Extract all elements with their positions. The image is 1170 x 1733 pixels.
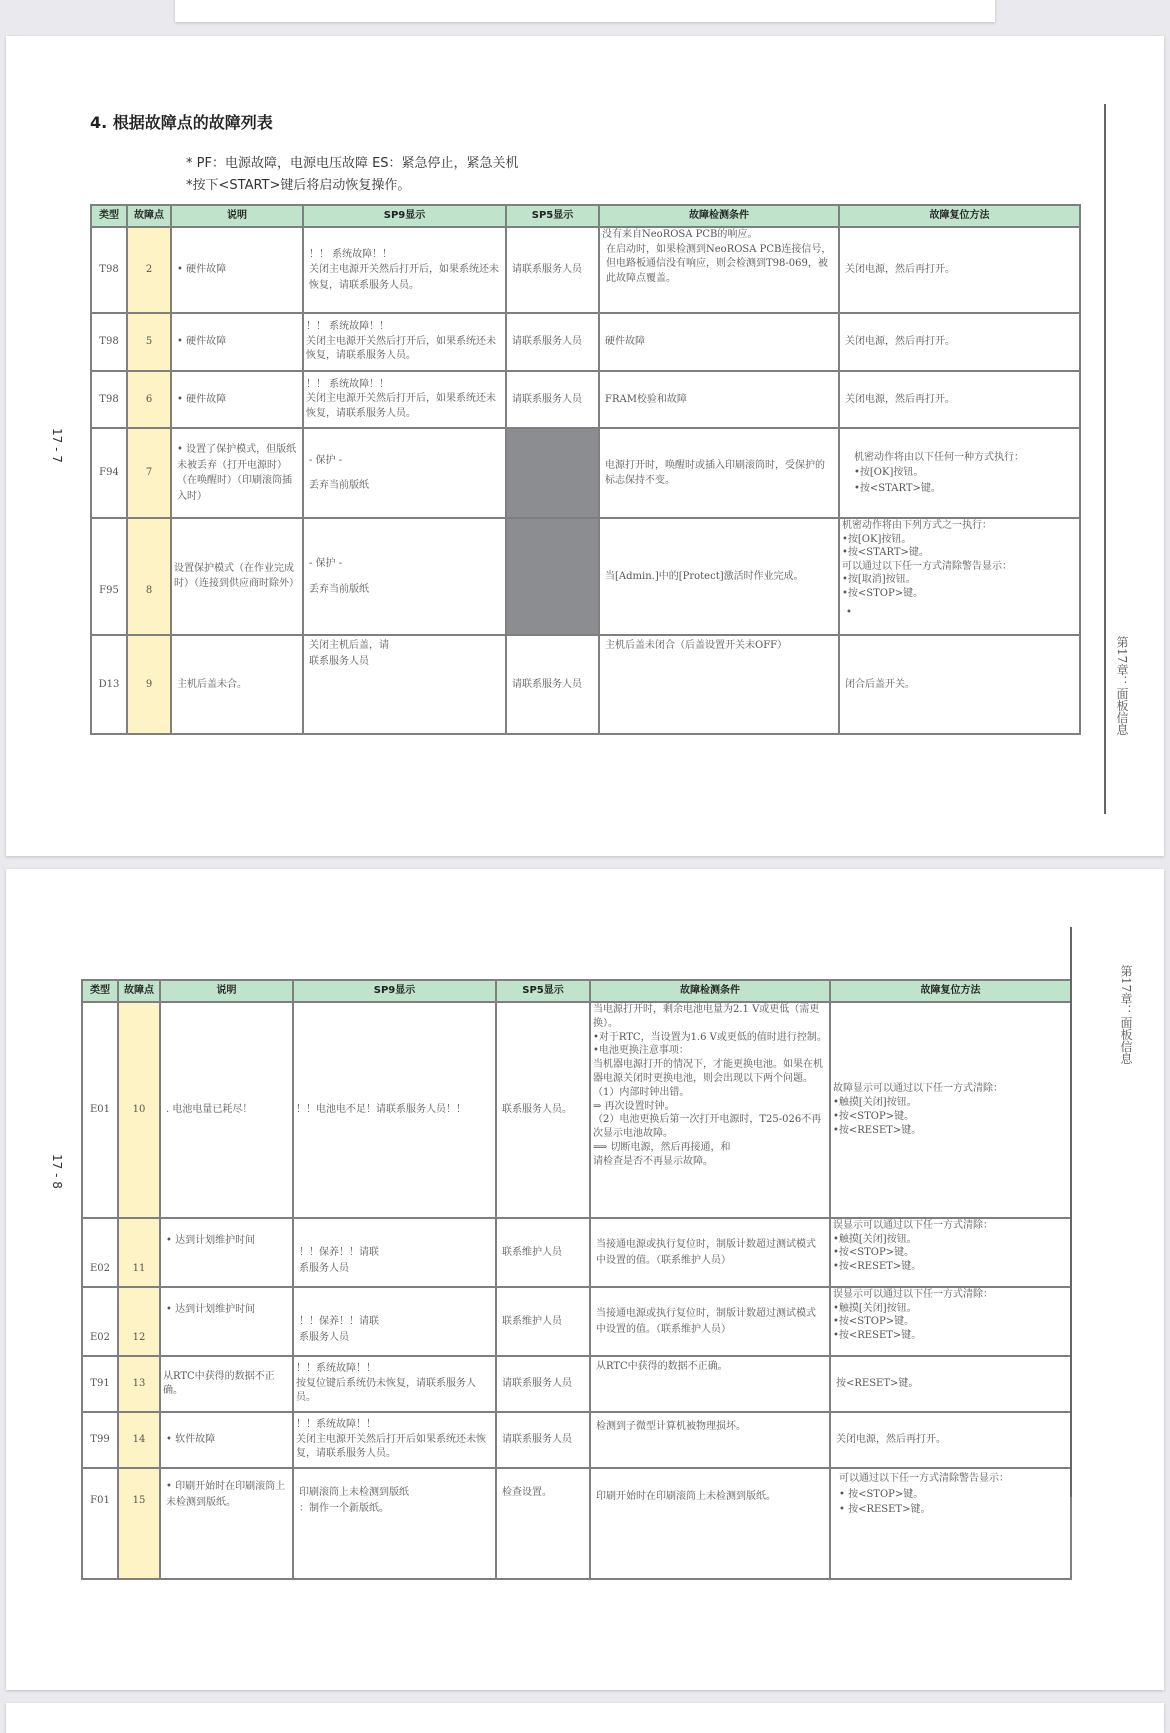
cell-type: T99 — [82, 1412, 118, 1468]
margin-rule — [1070, 927, 1072, 1497]
header-sp5-display: SP5显示 — [496, 980, 590, 1002]
cell-reset: 按<RESET>键。 — [830, 1356, 1071, 1412]
fault-table-page2 — [81, 979, 1072, 1580]
cell-type: T91 — [82, 1356, 118, 1412]
cell-sp5: 联系维护人员 — [496, 1218, 590, 1287]
fault-table-page1 — [90, 204, 1081, 735]
table-row — [82, 1287, 1071, 1356]
cell-condition: 从RTC中获得的数据不正确。 — [590, 1356, 830, 1412]
header-detection-condition: 故障检测条件 — [599, 205, 839, 227]
cell-condition: 当接通电源或执行复位时，制版计数超过测试模式中设置的值。（联系维护人员） — [590, 1218, 830, 1287]
cell-type: T98 — [91, 313, 127, 371]
previous-page-edge — [175, 0, 995, 22]
cell-reset: 可以通过以下任一方式清除警告显示： • 按<STOP>键。 • 按<RESET>键。 — [830, 1468, 1071, 1579]
header-fault-point: 故障点 — [118, 980, 160, 1002]
note-pf-es: * PF：电源故障，电源电压故障 ES：紧急停止，紧急关机 — [186, 156, 519, 171]
cell-type: T98 — [91, 227, 127, 313]
cell-fault-point: 12 — [118, 1287, 160, 1356]
page-number: 17 - 7 — [50, 428, 64, 463]
cell-sp5: 联系服务人员。 — [496, 1002, 590, 1218]
chapter-label: 第17章：面板信息 — [1119, 965, 1133, 1065]
cell-fault-point: 13 — [118, 1356, 160, 1412]
cell-sp9: ！！电池电不足！请联系服务人员！！ — [293, 1002, 496, 1218]
cell-reset: 误显示可以通过以下任一方式清除： •触摸[关闭]按钮。 •按<STOP>键。 •按<RESET>键。 — [830, 1287, 1071, 1356]
header-reset-method: 故障复位方法 — [839, 205, 1080, 227]
cell-reset: 故障显示可以通过以下任一方式清除： •触摸[关闭]按钮。 •按<STOP>键。 •按<RESET>键。 — [830, 1002, 1071, 1218]
table-row — [91, 227, 1080, 313]
header-type: 类型 — [91, 205, 127, 227]
cell-description: 从RTC中获得的数据不正确。 — [160, 1356, 293, 1412]
table-row — [91, 428, 1080, 518]
document-page-17-8 — [6, 869, 1164, 1690]
cell-sp9: ！！ 系统故障！！ 关闭主电源开关然后打开后，如果系统还未恢复，请联系服务人员。 — [303, 227, 506, 313]
cell-type: E02 — [82, 1218, 118, 1287]
cell-fault-point: 6 — [127, 371, 171, 428]
cell-sp9: ！！系统故障！！ 按复位键后系统仍未恢复，请联系服务人员。 — [293, 1356, 496, 1412]
cell-type: F95 — [91, 518, 127, 635]
cell-description: • 设置了保护模式，但版纸未被丢弃（打开电源时）（在唤醒时）（印刷滚筒插入时） — [171, 428, 303, 518]
cell-fault-point: 9 — [127, 635, 171, 734]
header-sp5-display: SP5显示 — [506, 205, 599, 227]
cell-type: F94 — [91, 428, 127, 518]
cell-description: • 软件故障 — [160, 1412, 293, 1468]
cell-description: • 硬件故障 — [171, 313, 303, 371]
table-row — [91, 371, 1080, 428]
table-row — [82, 1356, 1071, 1412]
cell-fault-point: 7 — [127, 428, 171, 518]
cell-sp5-empty — [506, 428, 599, 518]
cell-condition: 检测到子微型计算机被物理损坏。 — [590, 1412, 830, 1468]
note-start-key: *按下<START>键后将启动恢复操作。 — [186, 178, 411, 193]
cell-condition: 当接通电源或执行复位时，制版计数超过测试模式中设置的值。（联系维护人员） — [590, 1287, 830, 1356]
cell-condition: 没有来自NeoROSA PCB的响应。 在启动时，如果检测到NeoROSA PCB连接信号，但电路板通信没有响应，则会检测到T98-069，被此故障点覆盖。 — [599, 227, 839, 313]
cell-sp5: 请联系服务人员 — [506, 313, 599, 371]
cell-condition: 主机后盖未闭合（后盖设置开关未OFF） — [599, 635, 839, 734]
cell-type: E01 — [82, 1002, 118, 1218]
cell-description: • 印刷开始时在印刷滚筒上未检测到版纸。 — [160, 1468, 293, 1579]
cell-condition: 当电源打开时，剩余电池电量为2.1 V或更低（需更换）。 •对于RTC，当设置为1.6 V或更低的值时进行控制。 •电池更换注意事项： 当机器电源打开的情况下，才能更换电池。如果在机器电源关闭时更换电池，则会出现以下两个问题。 （1）内部时钟出错。 ⇒ 再次设置时钟。 （2）电池更换后第一次打开电源时，T25-026不再次显示电池故障。 ⟹ 切断电源，然后再接通，和 请检查是否不再显示故障。 — [590, 1002, 830, 1218]
table-row — [91, 518, 1080, 635]
cell-condition: 电源打开时，唤醒时或插入印刷滚筒时，受保护的标志保持不变。 — [599, 428, 839, 518]
cell-sp9: ！！保养！！请联 系服务人员 — [293, 1287, 496, 1356]
cell-type: T98 — [91, 371, 127, 428]
cell-description: 设置保护模式（在作业完成时）（连接到供应商时除外） — [171, 518, 303, 635]
cell-sp5: 检查设置。 — [496, 1468, 590, 1579]
cell-description: 主机后盖未合。 — [171, 635, 303, 734]
cell-reset: 关闭电源，然后再打开。 — [839, 313, 1080, 371]
cell-type: D13 — [91, 635, 127, 734]
document-page-17-7 — [6, 36, 1164, 856]
header-reset-method: 故障复位方法 — [830, 980, 1071, 1002]
cell-sp9: ！！ 系统故障！！ 关闭主电源开关然后打开后，如果系统还未恢复，请联系服务人员。 — [303, 313, 506, 371]
header-type: 类型 — [82, 980, 118, 1002]
table-row — [91, 313, 1080, 371]
cell-sp5: 请联系服务人员 — [506, 635, 599, 734]
cell-reset: 机密动作将由以下任何一种方式执行： •按[OK]按钮。 •按<START>键。 — [839, 428, 1080, 518]
cell-fault-point: 15 — [118, 1468, 160, 1579]
cell-sp5: 请联系服务人员 — [506, 227, 599, 313]
cell-description: • 硬件故障 — [171, 371, 303, 428]
cell-fault-point: 10 — [118, 1002, 160, 1218]
cell-reset: 误显示可以通过以下任一方式清除： •触摸[关闭]按钮。 •按<STOP>键。 •按<RESET>键。 — [830, 1218, 1071, 1287]
cell-sp9: - 保护 - 丢弃当前版纸 — [303, 428, 506, 518]
cell-fault-point: 5 — [127, 313, 171, 371]
cell-sp9: 关闭主机后盖，请 联系服务人员 — [303, 635, 506, 734]
cell-reset: 闭合后盖开关。 — [839, 635, 1080, 734]
cell-sp9: - 保护 - 丢弃当前版纸 — [303, 518, 506, 635]
section-title: 4. 根据故障点的故障列表 — [90, 113, 273, 132]
table-row — [91, 635, 1080, 734]
cell-description: • 硬件故障 — [171, 227, 303, 313]
cell-sp5-empty — [506, 518, 599, 635]
next-page-edge — [6, 1703, 1164, 1733]
cell-sp5: 请联系服务人员 — [496, 1356, 590, 1412]
cell-type: F01 — [82, 1468, 118, 1579]
cell-description: • 达到计划维护时间 — [160, 1218, 293, 1287]
cell-sp5: 请联系服务人员 — [506, 371, 599, 428]
cell-condition: FRAM校验和故障 — [599, 371, 839, 428]
cell-sp5: 联系维护人员 — [496, 1287, 590, 1356]
cell-reset: 机密动作将由下列方式之一执行： •按[OK]按钮。 •按<START>键。 可以通过以下任一方式清除警告显示： •按[取消]按钮。 •按<STOP>键。 • — [839, 518, 1080, 635]
table-row — [82, 1218, 1071, 1287]
table-header-row — [82, 980, 1071, 1002]
table-row — [82, 1002, 1071, 1218]
header-detection-condition: 故障检测条件 — [590, 980, 830, 1002]
cell-fault-point: 14 — [118, 1412, 160, 1468]
cell-fault-point: 11 — [118, 1218, 160, 1287]
margin-rule — [1104, 104, 1106, 814]
cell-description: • 达到计划维护时间 — [160, 1287, 293, 1356]
cell-reset: 关闭电源，然后再打开。 — [830, 1412, 1071, 1468]
header-sp9-display: SP9显示 — [293, 980, 496, 1002]
cell-sp5: 请联系服务人员 — [496, 1412, 590, 1468]
chapter-label: 第17章：面板信息 — [1115, 636, 1129, 736]
cell-reset: 关闭电源，然后再打开。 — [839, 227, 1080, 313]
table-row — [82, 1468, 1071, 1579]
cell-fault-point: 2 — [127, 227, 171, 313]
cell-type: E02 — [82, 1287, 118, 1356]
cell-reset: 关闭电源，然后再打开。 — [839, 371, 1080, 428]
cell-sp9: ！！系统故障！！ 关闭主电源开关然后打开后如果系统还未恢复，请联系服务人员。 — [293, 1412, 496, 1468]
header-sp9-display: SP9显示 — [303, 205, 506, 227]
cell-condition: 硬件故障 — [599, 313, 839, 371]
cell-sp9: ！！ 系统故障！！ 关闭主电源开关然后打开后，如果系统还未恢复，请联系服务人员。 — [303, 371, 506, 428]
cell-fault-point: 8 — [127, 518, 171, 635]
page-number: 17 - 8 — [50, 1154, 64, 1189]
table-row — [82, 1412, 1071, 1468]
header-fault-point: 故障点 — [127, 205, 171, 227]
cell-description: . 电池电量已耗尽！ — [160, 1002, 293, 1218]
table-header-row — [91, 205, 1080, 227]
cell-condition: 印刷开始时在印刷滚筒上未检测到版纸。 — [590, 1468, 830, 1579]
header-description: 说明 — [171, 205, 303, 227]
cell-sp9: ！！保养！！请联 系服务人员 — [293, 1218, 496, 1287]
header-description: 说明 — [160, 980, 293, 1002]
cell-condition: 当[Admin.]中的[Protect]激活时作业完成。 — [599, 518, 839, 635]
cell-sp9: 印刷滚筒上未检测到版纸 ：制作一个新版纸。 — [293, 1468, 496, 1579]
